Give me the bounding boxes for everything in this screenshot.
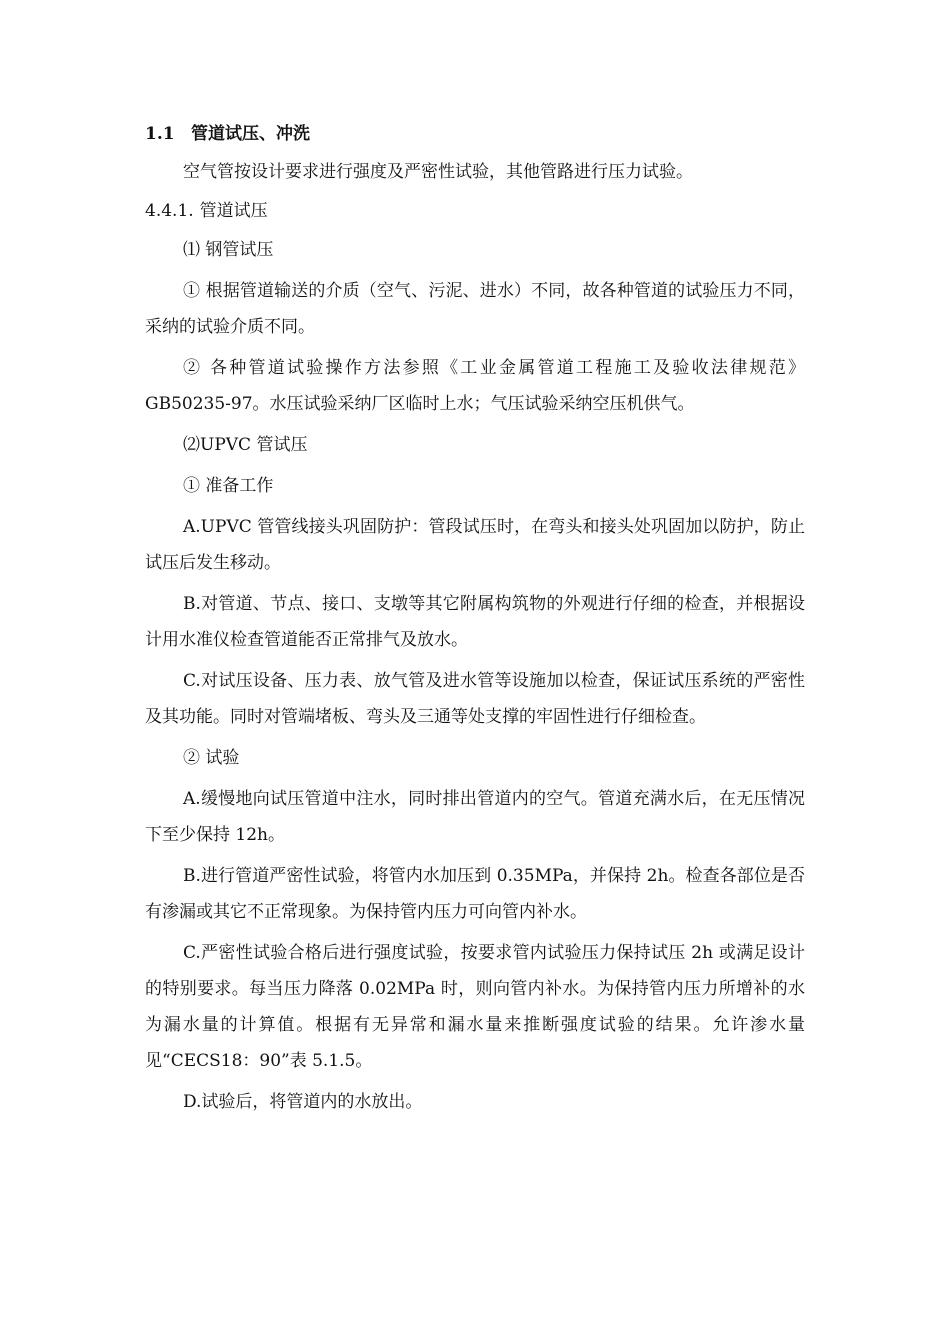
section-number: 1.1 [145,124,175,144]
steel-pipe-title: ⑴ 钢管试压 [183,240,274,260]
subsection-heading [145,195,805,227]
intro-paragraph: 空气管按设计要求进行强度及严密性试验，其他管路进行压力试验。 [183,162,693,182]
upvc-test-b: B.进行管道严密性试验，将管内水加压到 0.35MPa，并保持 2h。检查各部位是否有渗漏或其它不正常现象。为保持管内压力可向管内补水。 [145,866,805,922]
steel-paragraph-1: ① 根据管道输送的介质（空气、污泥、进水）不同，故各种管道的试验压力不同，采纳的试验介质不同。 [145,281,805,337]
steel-paragraph-2: ② 各种管道试验操作方法参照《工业金属管道工程施工及验收法律规范》GB50235-97。水压试验采纳厂区临时上水；气压试验采纳空压机供气。 [145,358,805,414]
upvc-test-a: A.缓慢地向试压管道中注水，同时排出管道内的空气。管道充满水后，在无压情况下至少保持 12h。 [145,789,805,845]
upvc-prep-a: A.UPVC 管管线接头巩固防护：管段试压时，在弯头和接头处巩固加以防护，防止试压后发生移动。 [145,517,805,573]
upvc-test-title: ② 试验 [183,748,240,768]
section-heading [145,118,805,150]
upvc-prep-b: B.对管道、节点、接口、支墩等其它附属构筑物的外观进行仔细的检查，并根据设计用水准仪检查管道能否正常排气及放水。 [145,594,805,650]
upvc-prep-c: C.对试压设备、压力表、放气管及进水管等设施加以检查，保证试压系统的严密性及其功能。同时对管端堵板、弯头及三通等处支撑的牢固性进行仔细检查。 [145,671,805,727]
upvc-prep-title: ① 准备工作 [183,476,274,496]
subsection-number: 4.4.1. [145,201,194,221]
upvc-test-c: C.严密性试验合格后进行强度试验，按要求管内试验压力保持试压 2h 或满足设计的特别要求。每当压力降落 0.02MPa 时，则向管内补水。为保持管内压力所增补的水为漏水量的计算值。根据有无异常和漏水量来推断强度试验的结果。允许渗水量见“CECS18：90”表 5.1.5。 [145,943,805,1071]
document-body [145,118,805,1125]
section-title: 管道试压、冲洗 [191,124,310,144]
upvc-test-d: D.试验后，将管道内的水放出。 [183,1092,423,1112]
subsection-title: 管道试压 [199,201,268,221]
upvc-title: ⑵UPVC 管试压 [183,435,308,455]
